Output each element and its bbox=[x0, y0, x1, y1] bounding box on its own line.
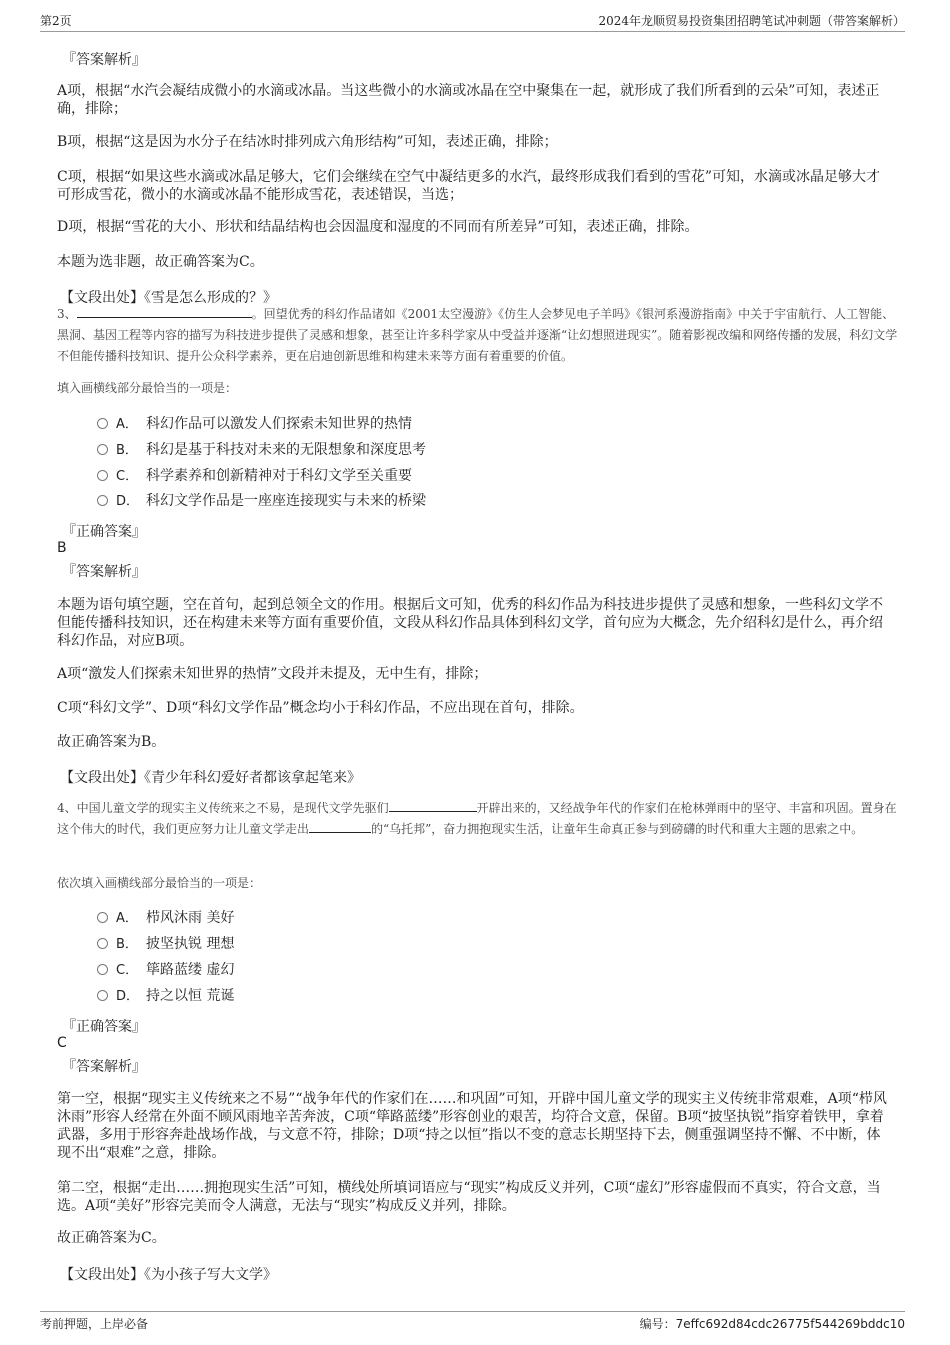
q2-conclusion: 本题为选非题，故正确答案为C。 bbox=[57, 254, 264, 270]
correct-answer-label: 『正确答案』 bbox=[62, 1019, 146, 1035]
q3-question bbox=[57, 304, 902, 367]
q4-option-d[interactable]: D． 持之以恒 荒诞 bbox=[97, 986, 234, 1006]
q4-analysis-1: 第一空，根据“现实主义传统来之不易”“战争年代的作家们在……和巩固”可知，开辟中国儿童文学的现实主义传统非常艰难，A项“栉风沐雨”形容人经常在外面不顾风雨地辛苦奔波，C项“筚路蓝缕”形容创业的艰苦，均符合文意，保留。B项“披坚执锐”指穿着铁甲，拿着武器，多用于形容奔赴战场作战，与文意不符，排除；D项“持之以恒”指以不变的意志长期坚持下去，侧重强调坚持不懈、不中断，体现不出“艰难”之意，排除。 bbox=[57, 1091, 887, 1161]
q3-prompt: 填入画横线部分最恰当的一项是： bbox=[57, 381, 238, 395]
q2-analysis-c: C项，根据“如果这些水滴或冰晶足够大，它们会继续在空气中凝结更多的水汽，最终形成我们看到的雪花”可知，水滴或冰晶足够大才可形成雪花，微小的水滴或冰晶不能形成雪花，表述错误，当选； bbox=[57, 169, 881, 203]
q3-correct-answer: B bbox=[57, 540, 67, 556]
q4-correct-answer: C bbox=[57, 1035, 67, 1051]
radio-icon[interactable] bbox=[97, 912, 108, 923]
q2-analysis-b: B项，根据“这是因为水分子在结冰时排列成六角形结构”可知，表述正确，排除； bbox=[57, 134, 558, 150]
q3-conclusion: 故正确答案为B。 bbox=[57, 734, 166, 750]
q2-source: 【文段出处】《雪是怎么形成的？》 bbox=[60, 290, 277, 306]
footer-divider bbox=[40, 1311, 905, 1312]
radio-icon[interactable] bbox=[97, 964, 108, 975]
q3-option-c[interactable]: C． 科学素养和创新精神对于科幻文学至关重要 bbox=[97, 466, 412, 486]
q2-analysis-d: D项，根据“雪花的大小、形状和结晶结构也会因温度和湿度的不同而有所差异”可知，表述正确，排除。 bbox=[57, 219, 699, 235]
q3-option-d[interactable]: D． 科幻文学作品是一座座连接现实与未来的桥梁 bbox=[97, 491, 426, 511]
radio-icon[interactable] bbox=[97, 470, 108, 481]
q4-source: 【文段出处】《为小孩子写大文学》 bbox=[60, 1267, 277, 1283]
q3-option-b[interactable]: B． 科幻是基于科技对未来的无限想象和深度思考 bbox=[97, 440, 426, 460]
radio-icon[interactable] bbox=[97, 990, 108, 1001]
radio-icon[interactable] bbox=[97, 444, 108, 455]
answer-blank bbox=[309, 820, 371, 833]
answer-blank bbox=[77, 305, 252, 318]
q4-question: 4、中国儿童文学的现实主义传统来之不易，是现代文学先驱们 开辟出来的，又经战争年代的作家们在枪林弹雨中的坚守、丰富和巩固。置身在这个伟大的时代，我们更应努力让儿童文学走出 的“乌托邦”，奋力拥抱现实生活，让童年生命真正参与到磅礴的时代和重大主题的思索之中。 bbox=[57, 801, 897, 836]
q3-analysis-1: 本题为语句填空题，空在首句，起到总领全文的作用。根据后文可知，优秀的科幻作品为科技进步提供了灵感和想象，一些科幻文学不但能传播科技知识，还在构建未来等方面有重要价值，文段从科幻作品具体到科幻文学，首句应为大概念，先介绍科幻是什么，再介绍科幻作品，对应B项。 bbox=[57, 597, 883, 649]
analysis-label: 『答案解析』 bbox=[62, 564, 146, 580]
radio-icon[interactable] bbox=[97, 938, 108, 949]
document-title: 2024年龙顺贸易投资集团招聘笔试冲刺题（带答案解析） bbox=[598, 14, 905, 28]
document-code: 编号：7effc692d84cdc26775f544269bddc10 bbox=[639, 1317, 905, 1331]
footer-slogan: 考前押题，上岸必备 bbox=[40, 1317, 149, 1331]
page-footer bbox=[40, 1315, 905, 1333]
analysis-label: 『答案解析』 bbox=[62, 52, 146, 68]
q4-option-a[interactable]: A． 栉风沐雨 美好 bbox=[97, 908, 234, 928]
analysis-label: 『答案解析』 bbox=[62, 1059, 146, 1075]
q3-option-a[interactable]: A． 科幻作品可以激发人们探索未知世界的热情 bbox=[97, 414, 412, 434]
q4-option-b[interactable]: B． 披坚执锐 理想 bbox=[97, 934, 234, 954]
q4-analysis-2: 第二空，根据“走出……拥抱现实生活”可知，横线处所填词语应与“现实”构成反义并列，C项“虚幻”形容虚假而不真实，符合文意，当选。A项“美好”形容完美而令人满意，无法与“现实”构成反义并列，排除。 bbox=[57, 1180, 881, 1214]
q2-analysis-a: A项，根据“水汽会凝结成微小的水滴或冰晶。当这些微小的水滴或冰晶在空中聚集在一起，就形成了我们所看到的云朵”可知，表述正确，排除； bbox=[57, 83, 880, 117]
q3-text: 。回望优秀的科幻作品诸如《2001太空漫游》《仿生人会梦见电子羊吗》《银河系漫游指南》中关于宇宙航行、人工智能、黑洞、基因工程等内容的描写为科技进步提供了灵感和想象，甚至让许多科学家从中受益并逐渐“让幻想照进现实”。随着影视改编和网络传播的发展，科幻文学不但能传播科技知识、提升公众科学素养，更在启迪创新思维和构建未来等方面有着重要的价值。 bbox=[57, 307, 898, 363]
radio-icon[interactable] bbox=[97, 418, 108, 429]
q3-source: 【文段出处】《青少年科幻爱好者都该拿起笔来》 bbox=[60, 770, 361, 786]
header-divider bbox=[40, 31, 905, 32]
q4-prompt: 依次填入画横线部分最恰当的一项是： bbox=[57, 876, 262, 890]
q4-option-c[interactable]: C． 筚路蓝缕 虚幻 bbox=[97, 960, 234, 980]
q4-conclusion: 故正确答案为C。 bbox=[57, 1230, 166, 1246]
radio-icon[interactable] bbox=[97, 495, 108, 506]
answer-blank bbox=[389, 799, 477, 812]
q3-analysis-2: A项“激发人们探索未知世界的热情”文段并未提及，无中生有，排除； bbox=[57, 666, 488, 682]
q3-number: 3、 bbox=[57, 307, 77, 321]
q3-analysis-3: C项“科幻文学”、D项“科幻文学作品”概念均小于科幻作品，不应出现在首句，排除。 bbox=[57, 700, 584, 716]
correct-answer-label: 『正确答案』 bbox=[62, 524, 146, 540]
page-header bbox=[40, 12, 905, 32]
page-number: 第2页 bbox=[40, 14, 72, 28]
